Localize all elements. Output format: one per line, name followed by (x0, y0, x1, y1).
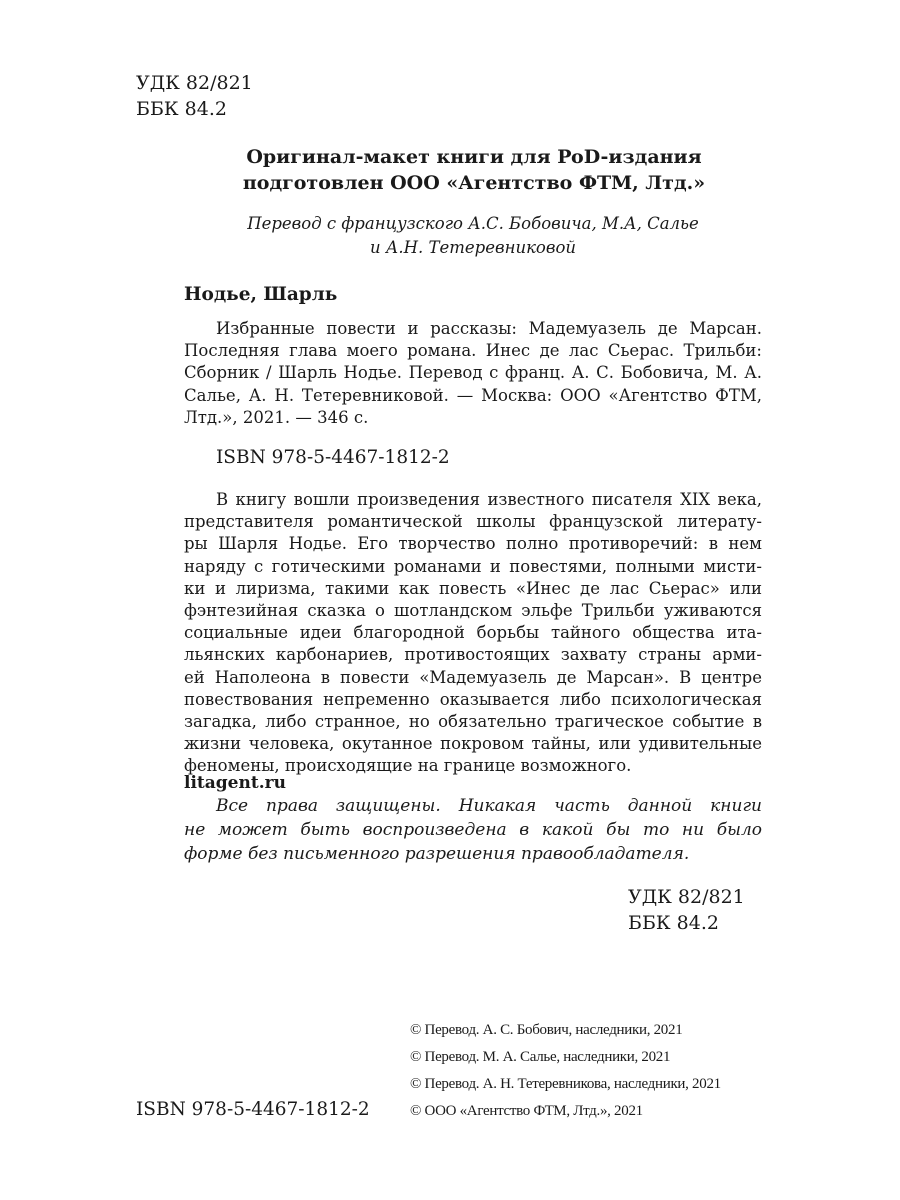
copyright-line: © ООО «Агентство ФТМ, Лтд.», 2021 (410, 1103, 643, 1119)
udk-code: УДК 82/821 (136, 72, 253, 94)
bottom-classification-codes (628, 884, 745, 936)
description-line: Лтд.», 2021. — 346 с. (184, 407, 369, 427)
description-line: Избранные повести и рассказы: Мадемуазель де Марсан. (216, 319, 762, 338)
annotation-line: наряду с готическими романами и повестями, полными мисти- (184, 556, 762, 576)
publisher-note (0, 144, 900, 196)
rights-notice (184, 794, 762, 866)
translators-line: и А.Н. Тетеревниковой (369, 238, 577, 257)
rights-line: форме без письменного разрешения правообладателя. (184, 844, 690, 864)
annotation-line: ры Шарля Нодье. Его творчество полно противоречий: в нем (184, 534, 762, 554)
description-line: Сборник / Шарль Нодье. Перевод с франц. А. С. Бобовича, М. А. (184, 363, 762, 383)
rights-line: Все права защищены. Никакая часть данной книги (216, 796, 762, 816)
translators-line: Перевод с французского А.С. Бобовича, М.А, Салье (247, 214, 699, 233)
isbn-main: ISBN 978-5-4467-1812-2 (216, 447, 450, 468)
translators-credit (0, 212, 900, 260)
top-classification-codes (136, 70, 253, 122)
annotation-line: ки и лиризма, такими как повесть «Инес де лас Сьерас» или (184, 578, 762, 598)
annotation-line: загадка, либо странное, но обязательно трагическое событие в (184, 712, 762, 732)
annotation-line: льянских карбонариев, противостоящих захвату страны арми- (184, 645, 762, 665)
publisher-note-line: подготовлен ООО «Агентство ФТМ, Лтд.» (242, 172, 706, 194)
annotation (184, 489, 762, 778)
bbk-code: ББК 84.2 (628, 912, 719, 934)
isbn-bottom: ISBN 978-5-4467-1812-2 (136, 1099, 370, 1120)
copyright-line: © Перевод. А. С. Бобович, наследники, 2021 (410, 1022, 683, 1038)
annotation-line: повествования непременно оказывается либо психологическая (184, 689, 762, 709)
annotation-line: представителя романтической школы французской литерату- (184, 512, 762, 532)
copyright-notices (410, 1017, 721, 1125)
author-heading: Нодье, Шарль (184, 284, 338, 305)
bbk-code: ББК 84.2 (136, 98, 227, 120)
publisher-note-line: Оригинал-макет книги для PoD-издания (246, 146, 702, 168)
copyright-line: © Перевод. М. А. Салье, наследники, 2021 (410, 1049, 671, 1065)
udk-code: УДК 82/821 (628, 886, 745, 908)
annotation-line: феномены, происходящие на границе возможного. (184, 756, 632, 776)
description-line: Последняя глава моего романа. Инес де лас Сьерас. Трильби: (184, 341, 762, 361)
annotation-line: социальные идеи благородной борьбы тайного общества ита- (184, 623, 762, 643)
annotation-line: В книгу вошли произведения известного писателя XIX века, (216, 490, 762, 509)
annotation-line: ей Наполеона в повести «Мадемуазель де Марсан». В центре (184, 667, 762, 687)
annotation-line: фэнтезийная сказка о шотландском эльфе Трильби уживаются (184, 601, 762, 621)
bibliographic-description (184, 318, 762, 429)
website-link[interactable]: litagent.ru (184, 773, 286, 793)
description-line: Салье, А. Н. Тетеревниковой. — Москва: ООО «Агентство ФТМ, (184, 385, 762, 405)
annotation-line: жизни человека, окутанное покровом тайны, или удивительные (184, 734, 762, 754)
copyright-line: © Перевод. А. Н. Тетеревникова, наследники, 2021 (410, 1076, 721, 1092)
rights-line: не может быть воспроизведена в какой бы то ни было (184, 820, 762, 840)
